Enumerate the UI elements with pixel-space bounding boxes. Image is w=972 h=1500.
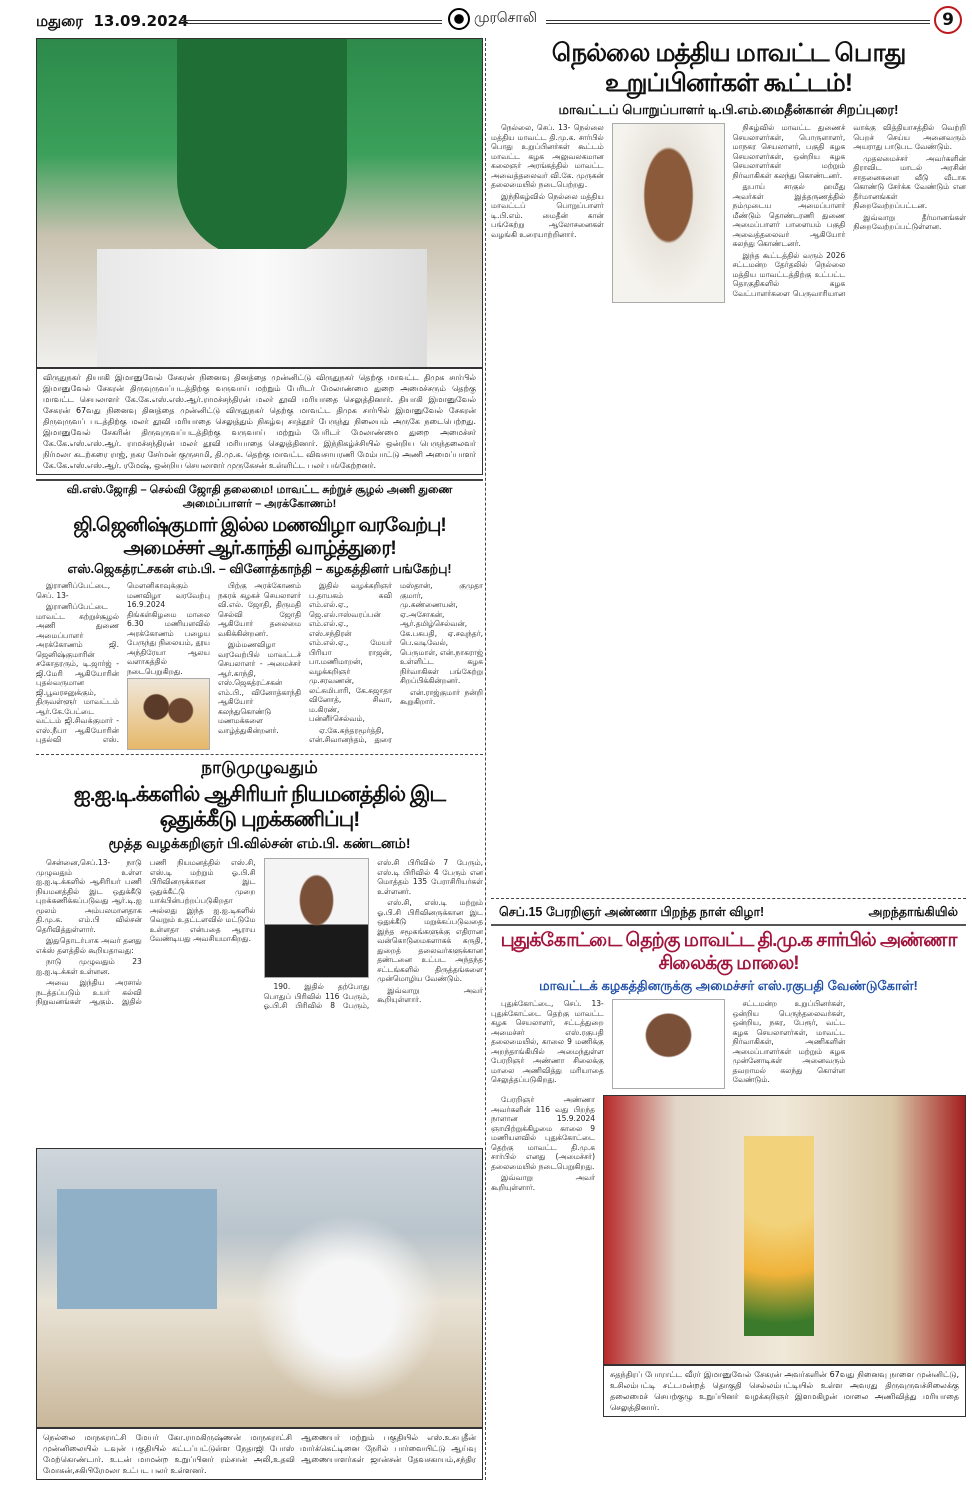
city-label: மதுரை [36,12,84,30]
anna-article [491,898,966,1417]
paragraph: புதுக்கோட்டை, செப். 13- புதுக்கோட்டை தெற்கு மாவட்ட கழக செயலாளர், சட்டத்துறை அமைச்சர் எஸ்.ரகுபதி தலைமையில், காலை 9 மணிக்கு அறந்தாங்கியில் அமைந்துள்ள பேரறிஞர் அண்ணா சிலைக்கு மாலை அணிவித்து மரியாதை செலுத்தப்படுகிறது. [491,999,604,1084]
paragraph: இவ்வாறு அவர் கூறியுள்ளார். [491,1173,596,1192]
iit-article [36,754,483,1144]
paragraph: பேரறிஞர் அண்ணா அவர்களின் 116 வது பிறந்த நாளான 15.9.2024 ஞாயிற்றுக்கிழமை காலை 9 மணியளவில் புதுக்கோட்டை தெற்கு மாவட்ட தி.மு.க சார்பில் எனது (அமைச்சர்) தலைமையில் நடைபெறுகிறது. [491,1095,596,1171]
paragraph: எஸ்.சி, எஸ்.டி மற்றும் ஓ.பி.சி பிரிவினருக்கான இட ஒதுக்கீடு மறுக்கப்படுவதை இந்த சமூகங்களுக்கு எதிரான வன்கொடுமைகளாகக் கருதி, துறைத் தலைவர்களுக்கான தண்டனை உட்பட அந்தந்த சட்டங்களில் திருத்தங்களை முன்மொழிய வேண்டும். [377,898,483,983]
date-label: 13.09.2024 [93,12,189,30]
couple-photo [127,678,210,750]
raghupathy-photo [612,999,725,1089]
paragraph: இராணிப்பேட்டை மாவட்ட சுற்றுச்சூழல் அணி துணை அமைப்பாளர் அரக்கோணம் ஜி. ஜெனிஷ்குமாரின் சகோதரரும், டி.ஜார்ஜ் - ஜி.மேரி ஆகியோரின் புதல்வருமான ஜி.பூவரசனுக்கும், திருவள்ளூர் மாவட்டம் ஆர்.கே.பேட்டை வட்டம் ஜி.சிவக்குமார் - எஸ்.நீபா ஆகியோரின் புதல்வி எஸ். மௌனிகாவுக்கும் மணவிழா வரவேற்பு 16.9.2024 திங்கள்கிழமை மாலை 6.30 மணியளவில் அரக்கோணம் பழைய பேருந்து நிலையம், தூய அந்திரேயா ஆலய வளாகத்தில் நடைபெறுகிறது. [36,581,210,744]
wilson-photo [264,858,370,978]
photo-caption: விருதுநகர் தியாகி இமானுவேல் சேகரன் நினைவு தினத்தை முன்னிட்டு விருதுநகர் தெற்கு மாவட்ட திமுக சார்பில் இமானுவேல் சேகரன் திருவுருவப்படத்திற்கு வருவாய் மற்றும் பேரிடர் மேலாண்மை துறை அமைச்சரும் தெற்கு மாவட்ட செயலாளர் கே.கே.எஸ்.எஸ்.ஆர்.ராமச்சந்திரன் மலர் தூவி மரியாதை செலுத்தினார். தியாகி இமானுவேல் சேகரன் 67வது நினைவு தினத்தை முன்னிட்டு விருதுநகர் தெற்கு மாவட்ட திமுக சார்பில் இமானுவேல் சேகரன் திருவுருவப் படத்திற்கு மலர் தூவி மரியாதை செலுத்தும் நிகழ்வு சாத்தூர் பேருந்து நிலையம் அருகே நடைபெற்றது. இமானுவேல் சேகரின் திருவுருவப்படத்திற்கு வருவாய் மற்றும் பேரிடர் மேலாண்மை துறை அமைச்சர் கே.கே.எஸ்.எஸ்.ஆர். ராமச்சந்திரன் மலர் தூவி மரியாதை செலுத்தினார். இந்நிகழ்ச்சியில் ஒன்றிய பெருந்தலைவர் நிர்மலா கடற்கரை ராஜ், நகர சேர்மன் குருசாமி, தி.மு.க. தெற்கு மாவட்ட விவசாயரணி மேம்பாட்டு அணி அமைப்பாளர் கே.கே.எஸ்.எஸ்.ஆர். ரமேஷ், ஒன்றிய செயலாளர் முருகேசன் உள்ளிட்ட பலர் பங்கேற்றனர். [36,368,483,475]
paragraph: இந்த கூட்டத்தில் வரும் 2026 சட்டமன்ற தேர்தலில் நெல்லை மத்திய மாவட்டத்திற்கு உட்பட்ட தொகுதிகளில் கழக வேட்பாளர்களை பெருவாரியான வாக்கு வித்தியாசத்தில் வெற்றி பெறச் செய்ய அனைவரும் அயராது பாடுபட வேண்டும். [732,123,966,298]
iit-kicker: நாடுமுழுவதும் [36,754,483,780]
paragraph: 190. இதில் தற்போது பொதுப் பிரிவில் 116 பேரும், ஓ.பி.சி பிரிவில் 8 பேரும், எஸ்.சி பிரிவில் 7 பேரும், எஸ்.டி பிரிவில் 4 பேரும் என மொத்தம் 135 பேராசிரியர்கள் உள்ளனர். [263,858,483,1010]
masthead [36,0,966,38]
paragraph: நாடு முழுவதும் 23 ஐ.ஐ.டி.க்கள் உள்ளன. [36,957,142,976]
shutter-shape [57,1189,217,1309]
paragraph: இராணிப்பேட்டை, செப். 13- [36,581,111,600]
paragraph: இதுதொடர்பாக அவர் தனது எக்ஸ் தளத்தில் கூறியதாவது: [36,936,142,955]
paragraph: பிற்கு அரக்கோணம் நகரக் கழகச் செயலாளர் வி.எல். ஜோதி, திருமதி செல்வி ஜோதி ஆகியோர் தலைமை வகிக்கின்றனர். [218,581,301,638]
anna-body [491,999,966,1089]
left-column [36,38,483,1480]
iit-body [36,858,483,1011]
masthead-logo [448,8,537,30]
wedding-kicker: வி.எஸ்.ஜோதி – செல்வி ஜோதி தலைமை! மாவட்ட சுற்றுச் சூழல் அணி துணை அமைப்பாளர் – அரக்கோணம்! [36,479,483,512]
masthead-date [36,12,188,32]
anna-kicker-right: அறந்தாங்கியில் [868,905,958,919]
page-grid [36,38,966,1480]
nellai-body [491,123,966,303]
statue-garland-photo [603,1095,966,1365]
portrait-shape [177,39,347,259]
statue-shape [744,1136,814,1336]
paragraph: இவ்வாறு அவர் கூறியுள்ளார். [377,985,483,1004]
iit-subhead: மூத்த வழக்கறிஞர் பி.வில்சன் எம்.பி. கண்டனம்! [108,835,411,851]
nellai-article [491,38,966,898]
paragraph: இம்மணவிழா வரவேற்பில் மாவட்டச் செயலாளர் - அமைச்சர் ஆர்.காந்தி, எஸ்.ஜெகத்ரட்சகன் எம்.பி., வினோத்காந்தி ஆகியோர் கலந்துகொண்டு மணமக்களை வாழ்த்துகின்றனர். [218,640,301,735]
market-inspection-photo [36,1148,483,1428]
anna-body-continued [491,1095,595,1417]
maideen-khan-photo [612,123,725,303]
anna-subhead: மாவட்டக் கழகத்தினருக்கு அமைச்சர் எஸ்.ரகுபதி வேண்டுகோள்! [539,978,918,993]
statue-block [603,1095,966,1417]
wedding-article [36,479,483,750]
paragraph: அவை இந்திய அரசால் நடத்தப்படும் உயர் கல்வி நிறுவனங்கள் ஆகும். இதில் பணி நியமனத்தில் எஸ்.சி, எஸ்.டி மற்றும் ஓ.பி.சி பிரிவினருக்கான இட ஒதுக்கீட்டு முறை யாக்பின்பற்றப்படுகிறதா அல்லது இந்த ஐ.ஐ.டிகளில் வெறும் உதட்டளவில் மட்டுமே உள்ளதா என்பதை ஆராய வேண்டியது அவசியமாகிறது. [36,858,256,1006]
paragraph: இந்நிகழ்வில் நெல்லை மத்திய மாவட்டப் பொறுப்பாளர் டி.பி.எம். மைதீன் கான் பங்கேற்று ஆலோசனைகள் வழங்கி உரையாற்றினார். [491,191,604,239]
rule [180,20,442,24]
paragraph: சென்னை,செப்.13- நாடு முழுவதும் உள்ள ஐ.ஐ.டி.க்களில் ஆசிரியர் பணி நியமனத்தில் இட ஒதுக்கீடு புறக்கணிக்கப்படுவது ஆர்.டி.ஐ மூலம் அம்பலமானதாக தி.மு.க. எம்.பி வில்சன் தெரிவித்துள்ளார். [36,858,142,934]
wedding-body [36,581,483,750]
paragraph: என்.ராஜ்குமார் நன்றி கூறுகிறார். [400,687,483,706]
crowd-shape [227,1209,467,1409]
paragraph: முதலமைச்சர் அவர்களின் திராவிட மாடல் அரசின் சாதனைகளை வீடு வீடாக கொண்டு சேர்க்க வேண்டும் என தீர்மானங்கள் நிறைவேற்றப்பட்டன. [853,153,966,210]
iit-headline: ஐ.ஐ.டி.க்களில் ஆசிரியர் நியமனத்தில் இட ஒதுக்கீடு புறக்கணிப்பு! [73,783,446,831]
memorial-photo [36,38,483,368]
nellai-headline: நெல்லை மத்திய மாவட்ட பொது உறுப்பினர்கள் கூட்டம்! [551,39,906,97]
paragraph: துபாய் சாகுல் ஹமீது அவர்கள் இத்தருணத்தில் நம்முடைய அமைப்பாளர் மீண்டும் தொண்டரணி துணை அமைப்பாளர் பாளையம் பகுதி அவைத்தலைவர் ஆகியோர் கலந்து கொண்டனர். [732,182,846,248]
crowd-shape [97,249,427,368]
anna-bottom-row [491,1095,966,1417]
paragraph: சட்டமன்ற உறுப்பினர்கள், ஒன்றிய பெருந்தலைவர்கள், ஒன்றிய, நகர, பேரூர், வட்ட கழக செயலாளர்கள், மாவட்ட நிர்வாகிகள், அணிகளின் அமைப்பாளர்கள் மற்றும் கழக முன்னோடிகள் அனைவரும் தவறாமல் கலந்து கொள்ள வேண்டும். [732,999,846,1084]
statue-caption: சுதந்திரப் போராட்ட வீரர் இமானுவேல் சேகரன் அவர்களின் 67வது நினைவு நாளை முன்னிட்டு, உசிலம்பட்டி சட்டமன்றத் தொகுதி செல்லம்பட்டியில் உள்ள அவரது திருவுருவச்சிலைக்கு தலைமைச் செயற்குழு உறுப்பினர் வழக்கறிஞர் இளமகிழன் மாலை அணிவித்து மரியாதை செலுத்தினார். [603,1365,966,1417]
anna-headline: புதுக்கோட்டை தெற்கு மாவட்ட தி.மு.க சார்பில் அண்ணா சிலைக்கு மாலை! [500,930,957,974]
anna-kicker [491,905,966,926]
nellai-subhead: மாவட்டப் பொறுப்பாளர் டி.பி.எம்.மைதீன்கான் சிறப்புரை! [558,102,899,117]
paragraph: இவ்வாறு தீர்மானங்கள் நிறைவேற்றப்பட்டுள்ளன. [853,212,966,231]
paper-name: முரசொலி [474,10,537,26]
paragraph: நெல்லை, செப். 13- நெல்லை மத்திய மாவட்ட தி.மு.க. சார்பில் பொது உறுப்பினர்கள் கூட்டம் மாவட்ட கழக அலுவலகமான கலைஞர் அரங்கத்தில் மாவட்ட அவைத்தலைவர் வி.கே. முருகன் தலைமையில் நடைபெற்றது. [491,123,604,189]
paragraph: நிகழ்வில் மாவட்ட துணைச் செயலாளர்கள், பொருளாளர், மாநகர செயலாளர், பகுதி கழக செயலாளர்கள், ஒன்றிய கழக செயலாளர்கள் மற்றும் நிர்வாகிகள் கலந்து கொண்டனர். [732,123,846,180]
anna-kicker-left: செப்.15 பேரறிஞர் அண்ணா பிறந்த நாள் விழா! [499,905,765,919]
market-caption: நெல்லை மாநகராட்சி மேயர் கோ.ராமகிருஷ்ணன் மாநகராட்சி ஆணையர் மற்றும் பகுதியில் எஸ்.உசுபுதீன் முன்னிலையில் டவுன் பகுதியில் கட்டப்பட்டுள்ள நேதாஜி போஸ் மார்க்கெட்டினை நேரில் பார்வையிட்டு ஆய்வு மேற்கொண்டார். உடன் மாமன்ற உறுப்பினர் ரம்சான் அலி,உதவி ஆணையாளர்கள் ஜான்சன் தேவசகாயம்,சந்திர மோகன்,சகிபிரேமலா உட்பட பலர் உள்ளனர். [36,1428,483,1480]
page-number: 9 [934,6,962,34]
rule [546,20,930,24]
logo-icon [448,8,470,30]
right-column [485,38,966,1480]
wedding-headline: ஜி.ஜெனிஷ்குமார் இல்ல மணவிழா வரவேற்பு! அமைச்சர் ஆர்.காந்தி வாழ்த்துரை! [73,515,446,559]
paragraph: இதில் வழக்கறிஞர் ப.தாயகம் கவி எம்.எல்.ஏ., ஜெ.எல்.ஈஸ்வரப்பன் எம்.எல்.ஏ., எஸ்.சந்திரன் எம்.எல்.ஏ., மேயர் பிரியா ராஜன், பா.மணிமாறன், வழக்கறிஞர் மு.சரவணன், லட்சுமிபாரி, கே.சுஜாதா வினோத், சிவா, ம.கிரண், பன்னீர்செல்வம், [309,581,392,723]
paragraph: ஏ.கே.சுந்தரமூர்த்தி, என்.சிவானந்தம், துரை மஸ்தான், குமுதா குமார், மு.கண்ணையன், ஏ.அசோகன், ஆர்.தமிழ்செல்வன், கே.பசுபதி, ஏ.சவுந்தர், பெ.வடிவேல், பெருமாள், என்.நாகராஜ் உள்ளிட்ட கழக நிர்வாகிகள் பங்கேற்று சிறப்பிக்கின்றனர். [309,581,483,744]
wedding-subhead: எஸ்.ஜெகத்ரட்சகன் எம்.பி. – வினோத்காந்தி – கழகத்தினர் பங்கேற்பு! [67,562,452,576]
